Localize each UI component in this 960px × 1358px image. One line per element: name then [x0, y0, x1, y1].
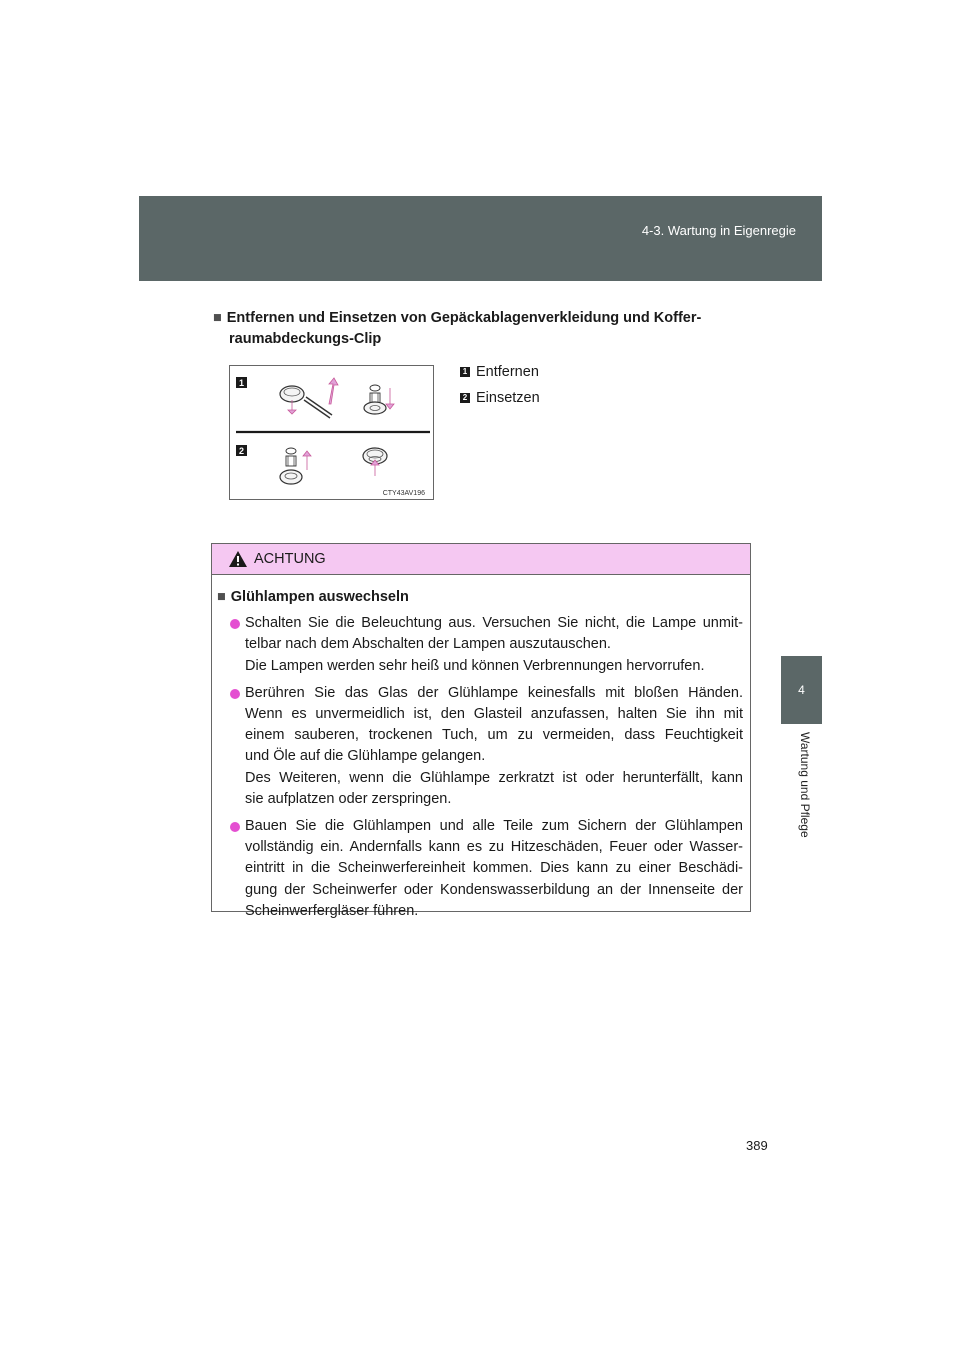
chapter-tab [781, 656, 822, 724]
warning-header [212, 544, 750, 575]
bullet-line: telbar nach dem Abschalten der Lampen auszutauschen. [245, 636, 611, 653]
header-band [139, 196, 822, 281]
page-number: 389 [746, 1138, 768, 1153]
section-title-line1: Entfernen und Einsetzen von Gepäckablagenverkleidung und Koffer- [226, 310, 702, 326]
warning-subheading [217, 587, 743, 608]
figure-code: CTY43AV196 [382, 490, 425, 497]
bullet-line: eintritt in die Scheinwerfereinheit kommen. Dies kann zu einer Beschädi- [245, 860, 743, 877]
chapter-label: Wartung und Pflege [798, 732, 812, 838]
warning-triangle-icon [228, 550, 248, 568]
bullet-line: Bauen Sie die Glühlampen und alle Teile zum Sichern der Glühlampen [245, 818, 743, 835]
figure-legend [460, 359, 540, 411]
bullet-line: Berühren Sie das Glas der Glühlampe keinesfalls mit bloßen Händen. [245, 684, 743, 701]
bullet-line: Die Lampen werden sehr heiß und können Verbrennungen hervorrufen. [245, 657, 705, 674]
warning-subheading-text: Glühlampen auswechseln [230, 589, 409, 605]
bullet-line: gung der Scheinwerfer oder Kondenswasserbildung an der Innenseite der [245, 881, 743, 898]
bullet-line: vollständig ein. Andernfalls kann es zu Hitzeschäden, Feuer oder Wasser- [245, 839, 743, 856]
legend-label-remove: Entfernen [476, 364, 539, 380]
bullet-line: Schalten Sie die Beleuchtung aus. Versuchen Sie nicht, die Lampe unmit- [245, 615, 743, 632]
chapter-number: 4 [798, 683, 805, 697]
square-bullet-icon: ■ [217, 589, 226, 605]
section-heading [213, 308, 745, 350]
clip-diagram [230, 366, 433, 499]
bullet-line: Des Weiteren, wenn die Glühlampe zerkratzt ist oder herunterfällt, kann [245, 769, 743, 786]
legend-item-insert [460, 385, 540, 411]
clip-removal-left [280, 378, 338, 418]
bullet-line: sie aufplatzen oder zerspringen. [245, 790, 452, 807]
clip-insertion-left [280, 448, 311, 484]
square-bullet-icon: ■ [213, 310, 222, 326]
warning-box [211, 543, 751, 919]
bullet-line: Wenn es unvermeidlich ist, den Glasteil anzufassen, halten Sie ihn mit [245, 706, 743, 723]
warning-bullet-3 [217, 816, 743, 922]
bullet-line: einem sauberen, trockenen Tuch, um zu vermeiden, dass Feuchtigkeit [245, 727, 743, 744]
section-title-line2: raumabdeckungs-Clip [229, 331, 382, 347]
legend-number-2: 2 [460, 393, 470, 403]
bullet-line: und Öle auf die Glühlampe gelangen. [245, 748, 486, 765]
bullet-line: Scheinwerfergläser führen. [245, 902, 419, 919]
warning-bullet-2 [217, 683, 743, 810]
warning-bullet-1 [217, 613, 743, 677]
step1-number: 1 [238, 378, 245, 388]
warning-body [212, 575, 750, 922]
clip-removal-right [364, 385, 394, 414]
bullet-dot-icon [230, 689, 240, 699]
bullet-dot-icon [230, 619, 240, 629]
warning-title: ACHTUNG [254, 551, 326, 567]
clip-illustration [229, 365, 434, 500]
clip-insertion-right [363, 448, 387, 476]
legend-item-remove [460, 359, 540, 385]
step2-number: 2 [238, 446, 245, 456]
bullet-dot-icon [230, 822, 240, 832]
section-breadcrumb: 4-3. Wartung in Eigenregie [641, 223, 796, 238]
legend-number-1: 1 [460, 367, 470, 377]
legend-label-insert: Einsetzen [476, 390, 540, 406]
